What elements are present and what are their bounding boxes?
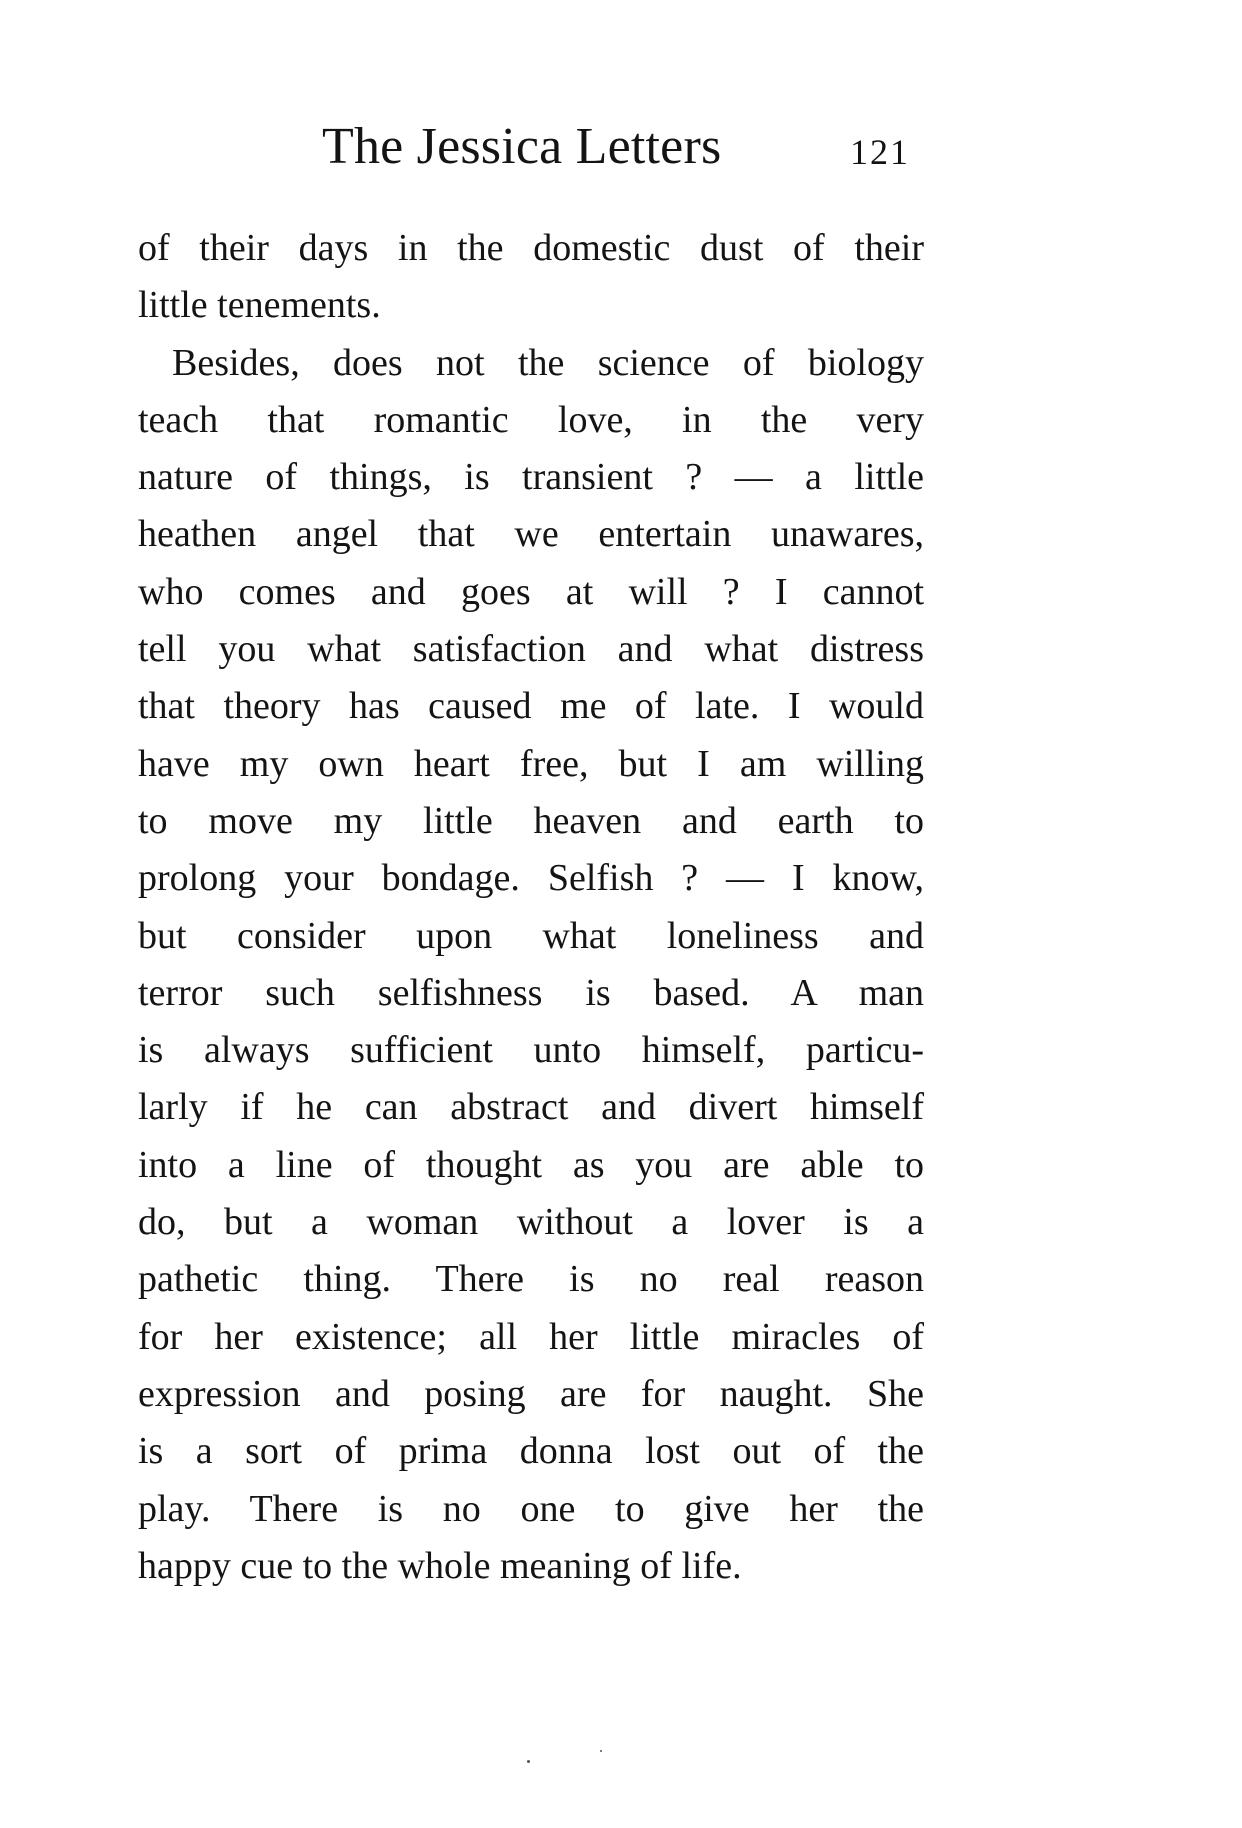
page-number: 121 [850,132,910,172]
text-line: for her existence; all her little miracles of [138,1315,924,1358]
text-line: but consider upon what loneliness and [138,914,924,957]
text-line: do, but a woman without a lover is a [138,1201,924,1244]
text-line: tell you what satisfaction and what distress [138,628,924,671]
print-speck [600,1750,602,1752]
text-line: heathen angel that we entertain unawares, [138,513,924,556]
text-line: that theory has caused me of late. I would [138,685,924,728]
text-line: prolong your bondage. Selfish ? — I know, [138,857,924,900]
print-speck [527,1760,530,1763]
text-line: Besides, does not the science of biology [172,341,924,384]
text-line: pathetic thing. There is no real reason [138,1258,924,1301]
text-line: to move my little heaven and earth to [138,799,924,842]
text-line: have my own heart free, but I am willing [138,742,924,785]
text-line: of their days in the domestic dust of their [138,227,924,269]
body-text [138,220,924,1595]
text-line: into a line of thought as you are able to [138,1143,924,1186]
text-line: teach that romantic love, in the very [138,398,924,441]
text-line: is a sort of prima donna lost out of the [138,1430,924,1473]
text-line: happy cue to the whole meaning of life. [138,1544,742,1587]
text-line: expression and posing are for naught. She [138,1372,924,1415]
text-line: who comes and goes at will ? I cannot [138,570,924,613]
text-line: little tenements. [138,284,381,327]
text-line: larly if he can abstract and divert himself [138,1086,924,1129]
text-line: play. There is no one to give her the [138,1487,924,1530]
book-title: The Jessica Letters [322,118,722,175]
running-head [0,112,1242,182]
text-line: is always sufficient unto himself, particu- [138,1029,924,1072]
text-line: nature of things, is transient ? — a little [138,456,924,499]
text-line: terror such selfishness is based. A man [138,971,924,1014]
